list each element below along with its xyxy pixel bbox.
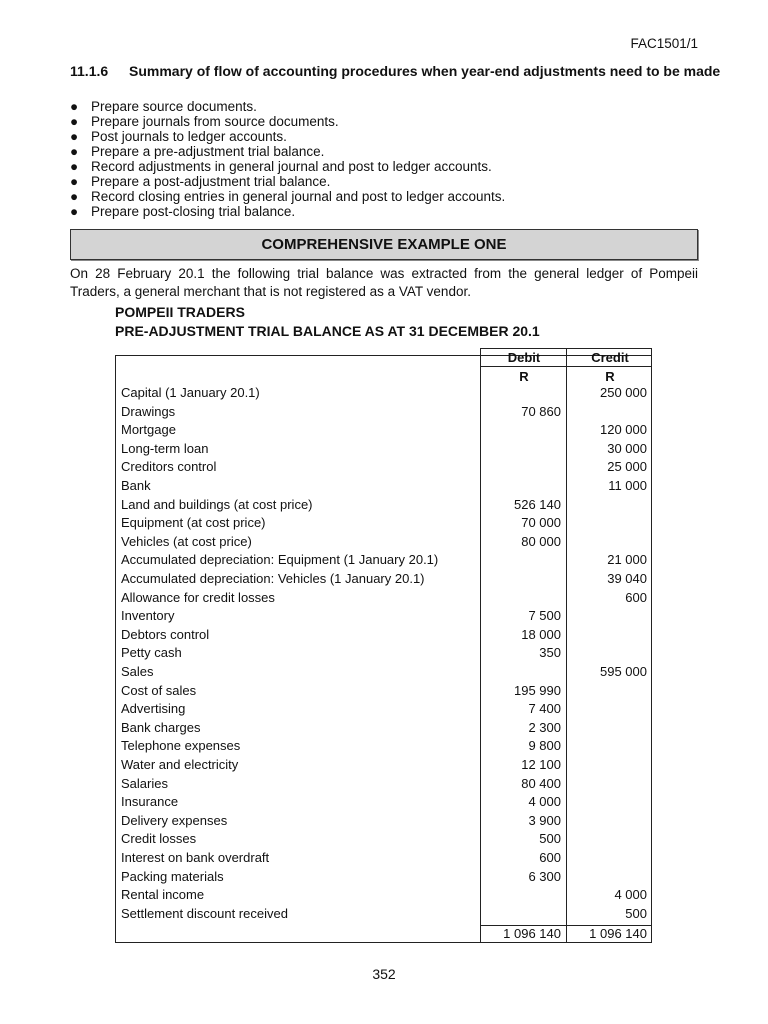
account-name: Land and buildings (at cost price) — [121, 496, 313, 512]
account-name: Capital (1 January 20.1) — [121, 385, 260, 400]
table-row — [121, 571, 647, 590]
credit-amount: 4 000 — [614, 887, 647, 903]
table-row — [121, 794, 647, 813]
table-row — [121, 683, 647, 702]
account-name: Cost of sales — [121, 682, 197, 698]
list-item-text: Prepare a post-adjustment trial balance. — [91, 174, 331, 189]
account-name: Creditors control — [121, 459, 217, 475]
debit-amount: 600 — [539, 850, 561, 865]
intro-paragraph: On 28 February 20.1 the following trial balance was extracted from the general ledger of Pompeii Traders, a general merchant that is not registered as a VAT vendor. — [70, 266, 698, 299]
credit-amount: 600 — [625, 589, 647, 605]
account-name: Credit losses — [121, 831, 197, 847]
list-item — [70, 204, 505, 219]
list-item-text: Prepare a pre-adjustment trial balance. — [91, 144, 325, 159]
credit-amount: 11 000 — [608, 478, 647, 493]
table-row — [121, 813, 647, 832]
table-row — [121, 627, 647, 646]
credit-amount: 30 000 — [607, 440, 647, 456]
account-name: Mortgage — [121, 422, 176, 438]
debit-amount: 18 000 — [521, 626, 561, 642]
table-row — [121, 422, 647, 441]
table-row — [121, 590, 647, 609]
list-item — [70, 174, 505, 189]
account-name: Settlement discount received — [121, 905, 288, 921]
debit-amount: 3 900 — [528, 812, 561, 828]
section-title: Summary of flow of accounting procedures when year-end adjustments need to be made — [129, 63, 721, 79]
account-name: Delivery expenses — [121, 812, 228, 828]
account-name: Accumulated depreciation: Vehicles (1 January 20.1) — [121, 571, 425, 586]
table-row — [121, 552, 647, 571]
debit-amount: 80 400 — [521, 775, 561, 791]
bullet-icon: ● — [70, 204, 79, 219]
debit-amount: 500 — [539, 831, 561, 847]
example-banner: COMPREHENSIVE EXAMPLE ONE — [70, 229, 698, 260]
account-name: Insurance — [121, 794, 179, 810]
bullet-icon: ● — [70, 159, 79, 174]
account-name: Petty cash — [121, 645, 182, 661]
page-number: 352 — [372, 966, 396, 982]
table-row — [121, 869, 647, 888]
table-row — [121, 441, 647, 460]
table-row — [121, 534, 647, 553]
debit-amount: 7 400 — [528, 701, 561, 717]
account-name: Bank — [121, 478, 151, 493]
credit-amount: 120 000 — [600, 422, 647, 438]
section-number: 11.1.6 — [70, 63, 109, 79]
table-row — [121, 701, 647, 720]
bullet-icon: ● — [70, 114, 79, 129]
credit-amount: 250 000 — [600, 385, 647, 400]
course-code: FAC1501/1 — [630, 36, 698, 51]
table-row — [121, 515, 647, 534]
table-row — [121, 645, 647, 664]
bullet-icon: ● — [70, 129, 79, 144]
account-name: Telephone expenses — [121, 738, 241, 754]
list-item — [70, 159, 505, 174]
table-row — [121, 497, 647, 516]
list-item — [70, 189, 505, 204]
account-name: Vehicles (at cost price) — [121, 533, 252, 549]
debit-amount: 70 860 — [521, 403, 561, 419]
table-title: PRE-ADJUSTMENT TRIAL BALANCE AS AT 31 DECEMBER 20.1 — [115, 323, 540, 339]
table-row — [121, 738, 647, 757]
account-name: Equipment (at cost price) — [121, 515, 266, 531]
list-item — [70, 129, 505, 144]
credit-unit: R — [605, 369, 615, 384]
debit-amount: 9 800 — [528, 738, 561, 754]
account-name: Drawings — [121, 403, 176, 419]
credit-amount: 500 — [625, 905, 647, 921]
totals-row — [121, 926, 647, 945]
debit-amount: 80 000 — [521, 533, 561, 549]
credit-amount: 25 000 — [607, 459, 647, 475]
table-row — [121, 720, 647, 739]
account-name: Packing materials — [121, 868, 224, 884]
account-name: Allowance for credit losses — [121, 589, 275, 605]
table-row — [121, 850, 647, 869]
account-name: Advertising — [121, 701, 186, 717]
list-item-text: Prepare journals from source documents. — [91, 114, 339, 129]
account-name: Water and electricity — [121, 757, 239, 772]
list-item — [70, 114, 505, 129]
credit-amount: 21 000 — [607, 552, 647, 568]
credit-amount: 39 040 — [607, 571, 647, 586]
debit-amount: 6 300 — [528, 868, 561, 884]
procedure-list — [70, 99, 505, 219]
bullet-icon: ● — [70, 99, 79, 114]
list-item — [70, 144, 505, 159]
table-row — [121, 385, 647, 404]
bullet-icon: ● — [70, 174, 79, 189]
table-row — [121, 906, 647, 925]
account-name: Accumulated depreciation: Equipment (1 January 20.1) — [121, 552, 439, 568]
list-item — [70, 99, 505, 114]
account-name: Debtors control — [121, 626, 210, 642]
account-name: Long-term loan — [121, 440, 209, 456]
table-row — [121, 664, 647, 683]
list-item-text: Prepare post-closing trial balance. — [91, 204, 296, 219]
debit-amount: 70 000 — [521, 515, 561, 531]
list-item-text: Prepare source documents. — [91, 99, 257, 114]
table-row — [121, 776, 647, 795]
company-name: POMPEII TRADERS — [115, 304, 245, 320]
debit-amount: 2 300 — [528, 719, 561, 735]
account-name: Bank charges — [121, 719, 201, 735]
debit-amount: 195 990 — [514, 682, 561, 698]
table-row — [121, 404, 647, 423]
credit-amount: 595 000 — [600, 664, 647, 679]
total-debit: 1 096 140 — [503, 926, 561, 941]
account-name: Interest on bank overdraft — [121, 850, 270, 865]
bullet-icon: ● — [70, 189, 79, 204]
list-item-text: Post journals to ledger accounts. — [91, 129, 287, 144]
list-item-text: Record closing entries in general journal and post to ledger accounts. — [91, 189, 506, 204]
table-row — [121, 831, 647, 850]
bullet-icon: ● — [70, 144, 79, 159]
account-name: Rental income — [121, 887, 205, 903]
list-item-text: Record adjustments in general journal and post to ledger accounts. — [91, 159, 492, 174]
account-name: Inventory — [121, 608, 175, 624]
debit-unit: R — [519, 369, 529, 384]
table-row — [121, 887, 647, 906]
debit-amount: 7 500 — [528, 608, 561, 624]
table-row — [121, 757, 647, 776]
total-credit: 1 096 140 — [589, 926, 647, 941]
account-name: Sales — [121, 664, 154, 679]
debit-header: Debit — [507, 350, 541, 365]
debit-amount: 350 — [539, 645, 561, 661]
table-row — [121, 478, 647, 497]
table-row — [121, 608, 647, 627]
credit-header: Credit — [591, 350, 629, 365]
debit-amount: 526 140 — [514, 496, 561, 512]
account-name: Salaries — [121, 775, 168, 791]
debit-amount: 12 100 — [521, 757, 561, 772]
debit-amount: 4 000 — [528, 794, 561, 810]
table-row — [121, 459, 647, 478]
